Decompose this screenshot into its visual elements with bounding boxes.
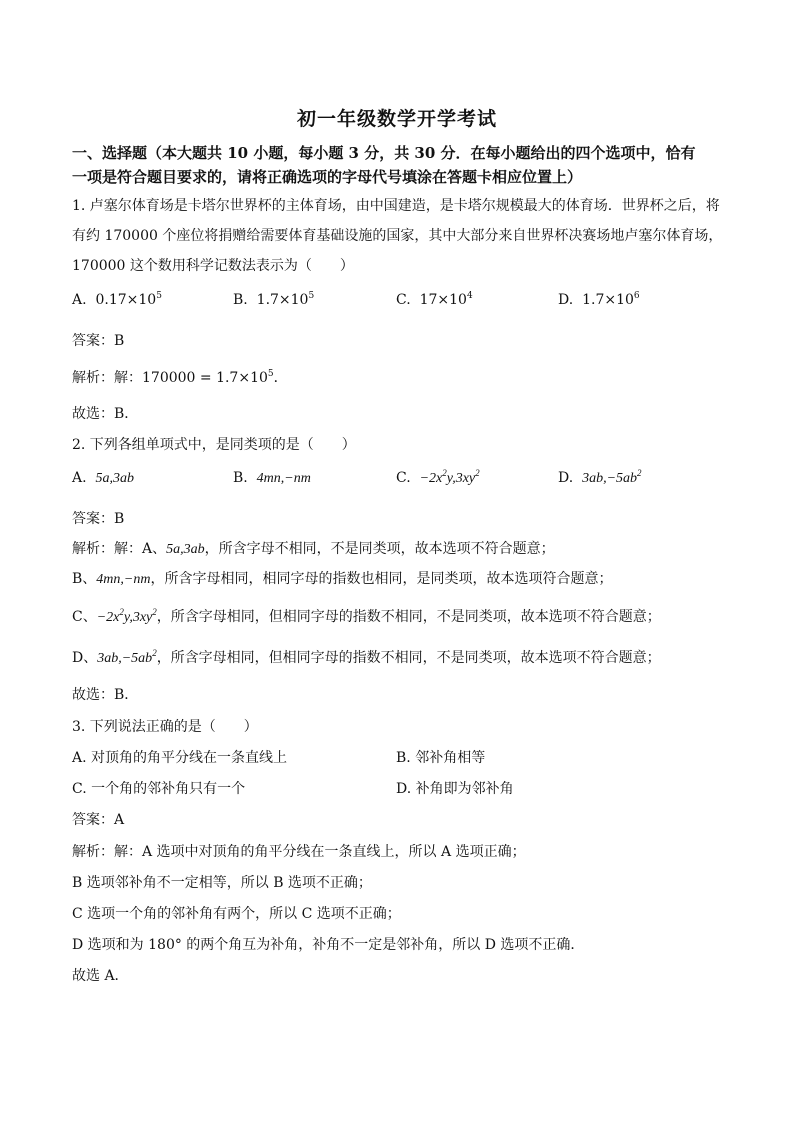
q3-analysis-line-1: 解析：解：A 选项中对顶角的角平分线在一条直线上，所以 A 选项正确； [72,844,526,860]
q1-option-b: B. $1.7\times 10^5$ [233,291,315,308]
q3-stem: 3. 下列说法正确的是（ ） [72,719,258,735]
q3-conclusion: 故选 A． [72,968,129,984]
q1-option-c-math: $17\times 10^4$ [419,291,473,308]
q2-analysis-line-1: 解析：解：A、5a,3ab，所含字母不相同，不是同类项，故本选项不符合题意； [72,541,555,557]
q2-option-c-math: $-2x^2y,3xy^2$ [419,468,480,486]
q2-analysis-line-2: B、4mn,−nm，所含字母相同，相同字母的指数也相同，是同类项，故本选项符合题意； [72,571,613,587]
q2-option-d: D. $3ab,-5ab^2$ [558,468,642,486]
q2-answer: 答案：B [72,511,125,527]
q1-stem-line-3: 170000 这个数用科学记数法表示为（ ） [72,258,354,274]
q1-conclusion: 故选：B． [72,406,139,422]
q1-answer: 答案：B [72,333,125,349]
q2-option-c: C. $-2x^2y,3xy^2$ [396,468,480,486]
q3-option-d: D. 补角即为邻补角 [396,781,514,797]
q2-analysis-line-3: C、$-2x^2y,3xy^2$，所含字母相同，但相同字母的指数不相同，不是同类项，故本选项不符合题意； [72,607,661,625]
q1-option-d-math: $1.7\times 10^6$ [582,291,640,308]
q2-stem: 2. 下列各组单项式中，是同类项的是（ ） [72,437,356,453]
q3-analysis-line-2: B 选项邻补角不一定相等，所以 B 选项不正确； [72,875,372,891]
section-heading-line-2: 一项是符合题目要求的，请将正确选项的字母代号填涂在答题卡相应位置上） [72,168,583,186]
section-heading-line-1: 一、选择题（本大题共 10 小题，每小题 3 分，共 30 分．在每小题给出的四个选项中，恰有 [72,144,696,162]
q2-option-d-math: $3ab,-5ab^2$ [582,468,642,486]
q3-answer: 答案：A [72,812,125,828]
q2-option-b: B. 4mn,−nm [233,470,311,486]
q2-analysis-line-4: D、$3ab,-5ab^2$，所含字母相同，但相同字母的指数不相同，不是同类项，故本选项不符合题意； [72,648,661,666]
q1-option-a: A. $0.17\times 10^5$ [72,291,162,308]
q1-option-d: D. $1.7\times 10^6$ [558,291,640,308]
section-heading [72,141,732,189]
q1-option-c: C. $17\times 10^4$ [396,291,473,308]
q1-option-b-math: $1.7\times 10^5$ [256,291,315,308]
q1-stem-line-2: 有约 170000 个座位将捐赠给需要体育基础设施的国家，其中大部分来自世界杯决赛场地卢塞尔体育场， [72,228,723,244]
q3-option-c: C. 一个角的邻补角只有一个 [72,781,246,797]
q2-option-b-math: 4mn,−nm [256,471,311,486]
q1-analysis: 解析：解：$170000 = 1.7\times 10^5$． [72,369,288,386]
q1-analysis-math: $170000 = 1.7\times 10^5$ [142,369,274,386]
q3-option-a: A. 对顶角的角平分线在一条直线上 [72,750,288,766]
q2-conclusion: 故选：B． [72,687,139,703]
q1-option-a-math: $0.17\times 10^5$ [95,291,162,308]
q2-option-a-math: 5a,3ab [95,471,134,486]
q2-option-a: A. 5a,3ab [72,470,134,486]
page-title: 初一年级数学开学考试 [296,108,497,130]
q1-stem-line-1: 1. 卢塞尔体育场是卡塔尔世界杯的主体育场，由中国建造，是卡塔尔规模最大的体育场．世界杯之后，将 [72,198,720,214]
q3-analysis-line-4: D 选项和为 180° 的两个角互为补角，补角不一定是邻补角，所以 D 选项不正确． [72,937,585,953]
q3-analysis-line-3: C 选项一个角的邻补角有两个，所以 C 选项不正确； [72,906,401,922]
q3-option-b: B. 邻补角相等 [396,750,486,766]
